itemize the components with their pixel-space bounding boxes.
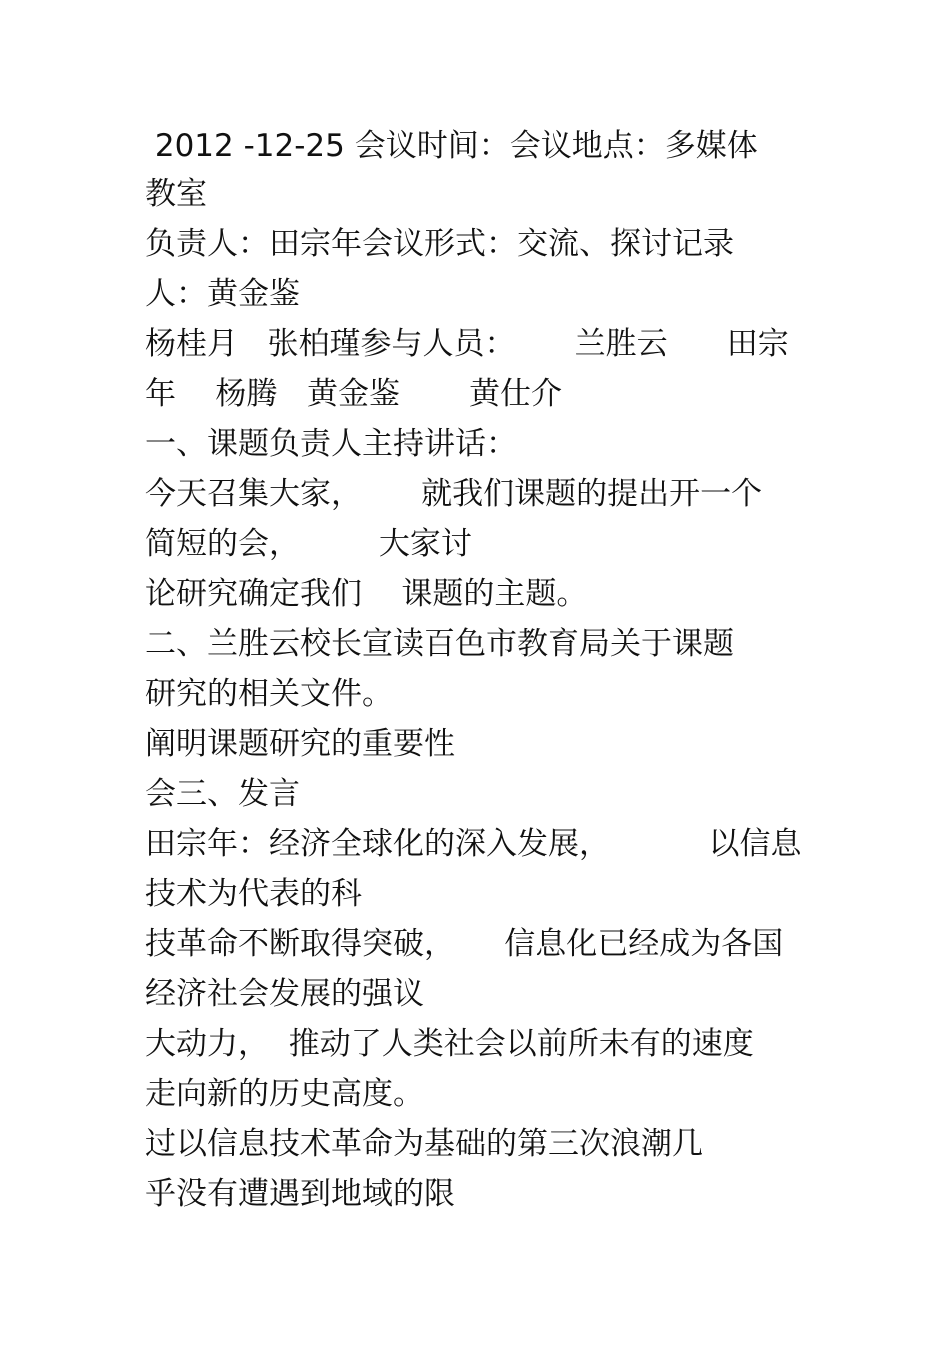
text-line: 过以信息技术革命为基础的第三次浪潮几 bbox=[145, 1126, 703, 1162]
text-line: 田宗年：经济全球化的深入发展， 以信息 bbox=[145, 826, 802, 862]
text-line: 今天召集大家， 就我们课题的提出开一个 bbox=[145, 476, 763, 512]
text-line: 教室 bbox=[145, 176, 207, 212]
text-line: 走向新的历史高度。 bbox=[145, 1076, 424, 1112]
participants-line: 杨桂月 张柏瑾参与人员： 兰胜云 田宗 bbox=[145, 326, 789, 362]
text-line: 技术为代表的科 bbox=[145, 876, 362, 912]
text-line: 技革命不断取得突破， 信息化已经成为各国 bbox=[145, 926, 784, 962]
meeting-host-format-line: 负责人：田宗年会议形式：交流、探讨记录 bbox=[145, 226, 734, 262]
text-line: 论研究确定我们 课题的主题。 bbox=[145, 576, 588, 612]
meeting-time-location-line: 2012 -12-25 会议时间：会议地点：多媒体 bbox=[145, 128, 758, 164]
text-line: 人：黄金鉴 bbox=[145, 276, 300, 312]
text-line: 年 杨腾 黄金鉴 黄仕介 bbox=[145, 376, 562, 412]
text-line: 大动力， 推动了人类社会以前所未有的速度 bbox=[145, 1026, 754, 1062]
section-heading-1: 一、课题负责人主持讲话： bbox=[145, 426, 517, 462]
text-line: 乎没有遭遇到地域的限 bbox=[145, 1176, 455, 1212]
section-heading-3: 会三、发言 bbox=[145, 776, 300, 812]
section-heading-2: 二、兰胜云校长宣读百色市教育局关于课题 bbox=[145, 626, 734, 662]
text-line: 简短的会， 大家讨 bbox=[145, 526, 472, 562]
text-line: 阐明课题研究的重要性 bbox=[145, 726, 455, 762]
text-line: 研究的相关文件。 bbox=[145, 676, 393, 712]
text-line: 经济社会发展的强议 bbox=[145, 976, 424, 1012]
